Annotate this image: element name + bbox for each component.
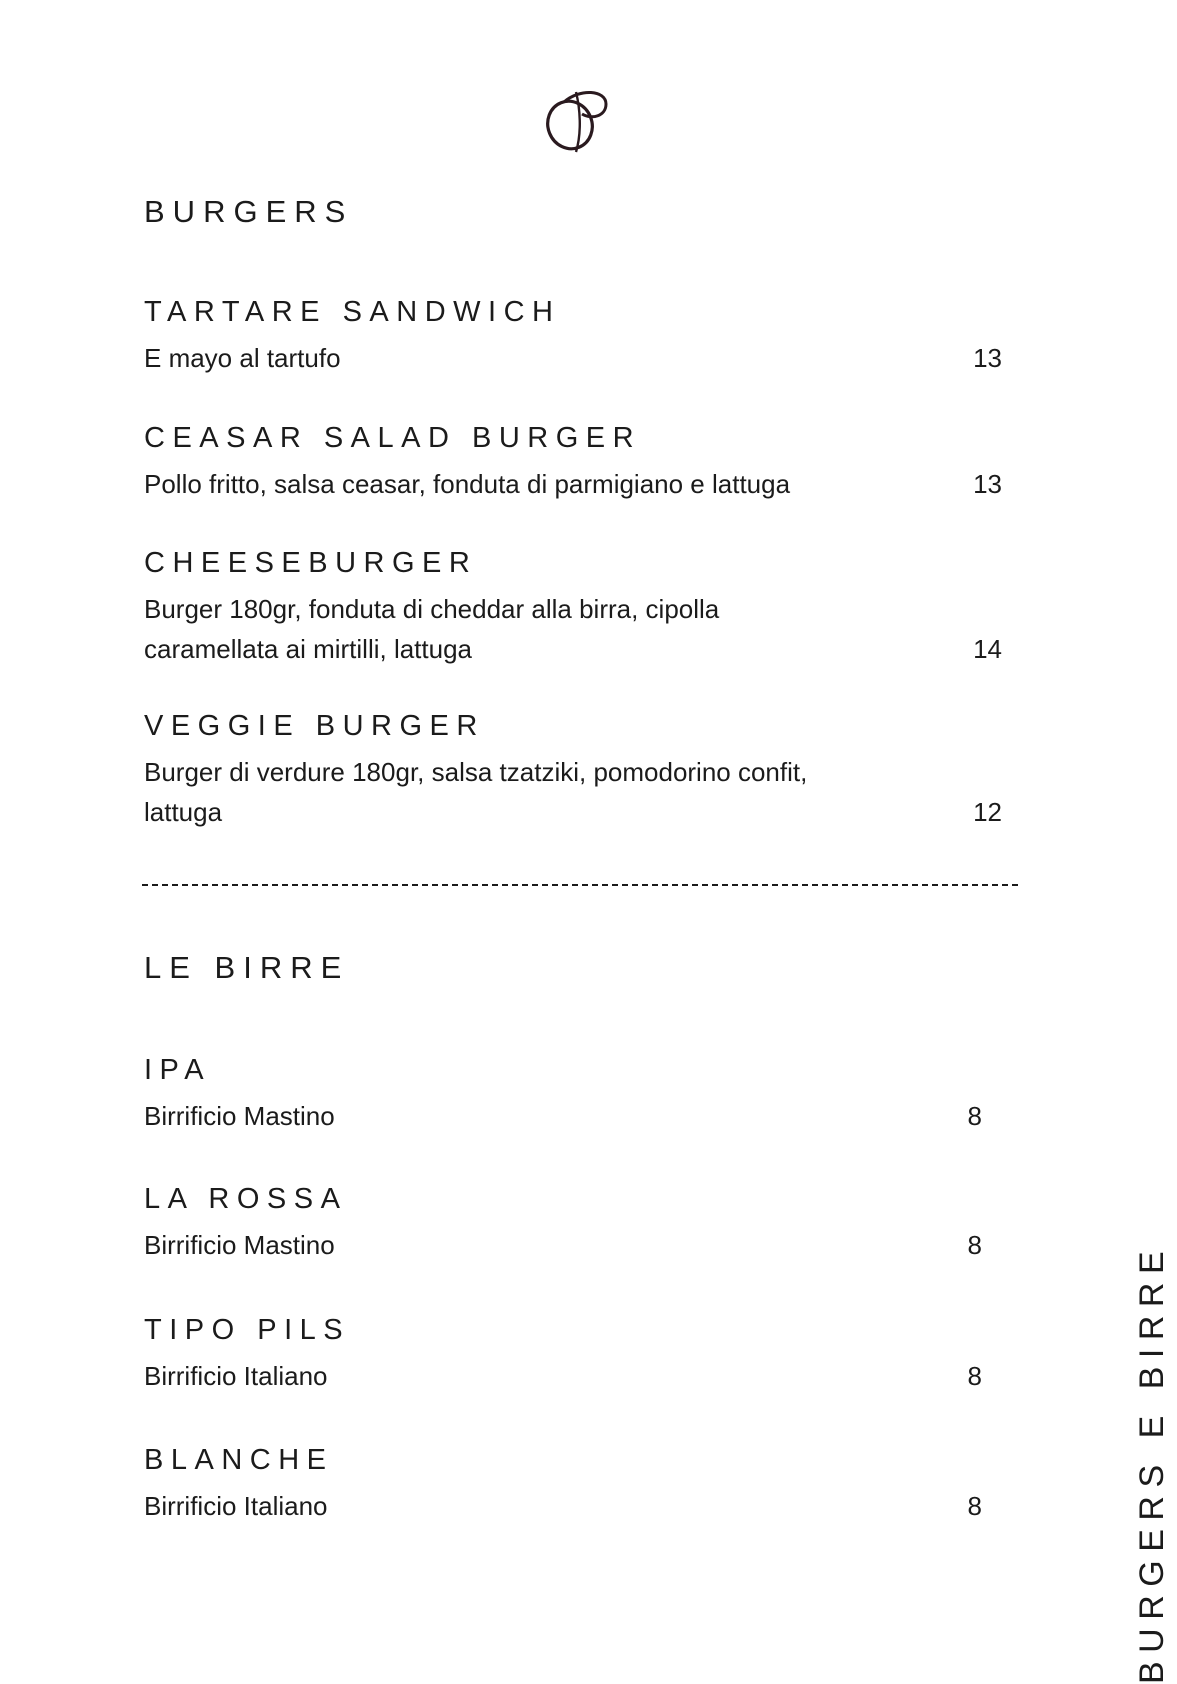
beers-section-title: LE BIRRE xyxy=(144,950,350,985)
item-name: CHEESEBURGER xyxy=(144,547,478,579)
item-price: 8 xyxy=(967,1101,982,1131)
burgers-section-title: BURGERS xyxy=(144,194,354,229)
item-name: TIPO PILS xyxy=(144,1314,351,1346)
item-description: Birrificio Italiano xyxy=(144,1491,328,1521)
item-name: BLANCHE xyxy=(144,1444,334,1476)
menu-item xyxy=(144,1314,1002,1396)
item-description: Birrificio Mastino xyxy=(144,1230,335,1260)
vertical-side-label: BURGERS E BIRRE xyxy=(1133,1242,1171,1684)
item-price: 8 xyxy=(967,1491,982,1521)
monogram-logo-icon xyxy=(540,84,620,156)
item-price: 8 xyxy=(967,1361,982,1391)
menu-item xyxy=(144,710,1002,832)
item-description: E mayo al tartufo xyxy=(144,343,341,373)
menu-item xyxy=(144,1444,1002,1526)
item-description: Birrificio Mastino xyxy=(144,1101,335,1131)
item-name: CEASAR SALAD BURGER xyxy=(144,422,642,454)
menu-item xyxy=(144,1054,1002,1136)
item-description: Burger 180gr, fonduta di cheddar alla birra, cipolla caramellata ai mirtilli, lattuga xyxy=(144,594,720,664)
item-name: IPA xyxy=(144,1054,212,1086)
item-name: LA ROSSA xyxy=(144,1183,348,1215)
item-description: Burger di verdure 180gr, salsa tzatziki, pomodorino confit, lattuga xyxy=(144,757,808,827)
item-price: 13 xyxy=(973,343,1002,373)
menu-item xyxy=(144,1183,1002,1265)
item-description: Birrificio Italiano xyxy=(144,1361,328,1391)
item-name: TARTARE SANDWICH xyxy=(144,296,561,328)
item-price: 14 xyxy=(973,634,1002,664)
menu-item xyxy=(144,422,1002,504)
menu-item xyxy=(144,547,1002,669)
item-price: 8 xyxy=(967,1230,982,1260)
menu-item xyxy=(144,296,1002,378)
item-price: 13 xyxy=(973,469,1002,499)
dashed-divider xyxy=(142,884,1018,886)
item-name: VEGGIE BURGER xyxy=(144,710,485,742)
item-price: 12 xyxy=(973,797,1002,827)
item-description: Pollo fritto, salsa ceasar, fonduta di parmigiano e lattuga xyxy=(144,469,791,499)
